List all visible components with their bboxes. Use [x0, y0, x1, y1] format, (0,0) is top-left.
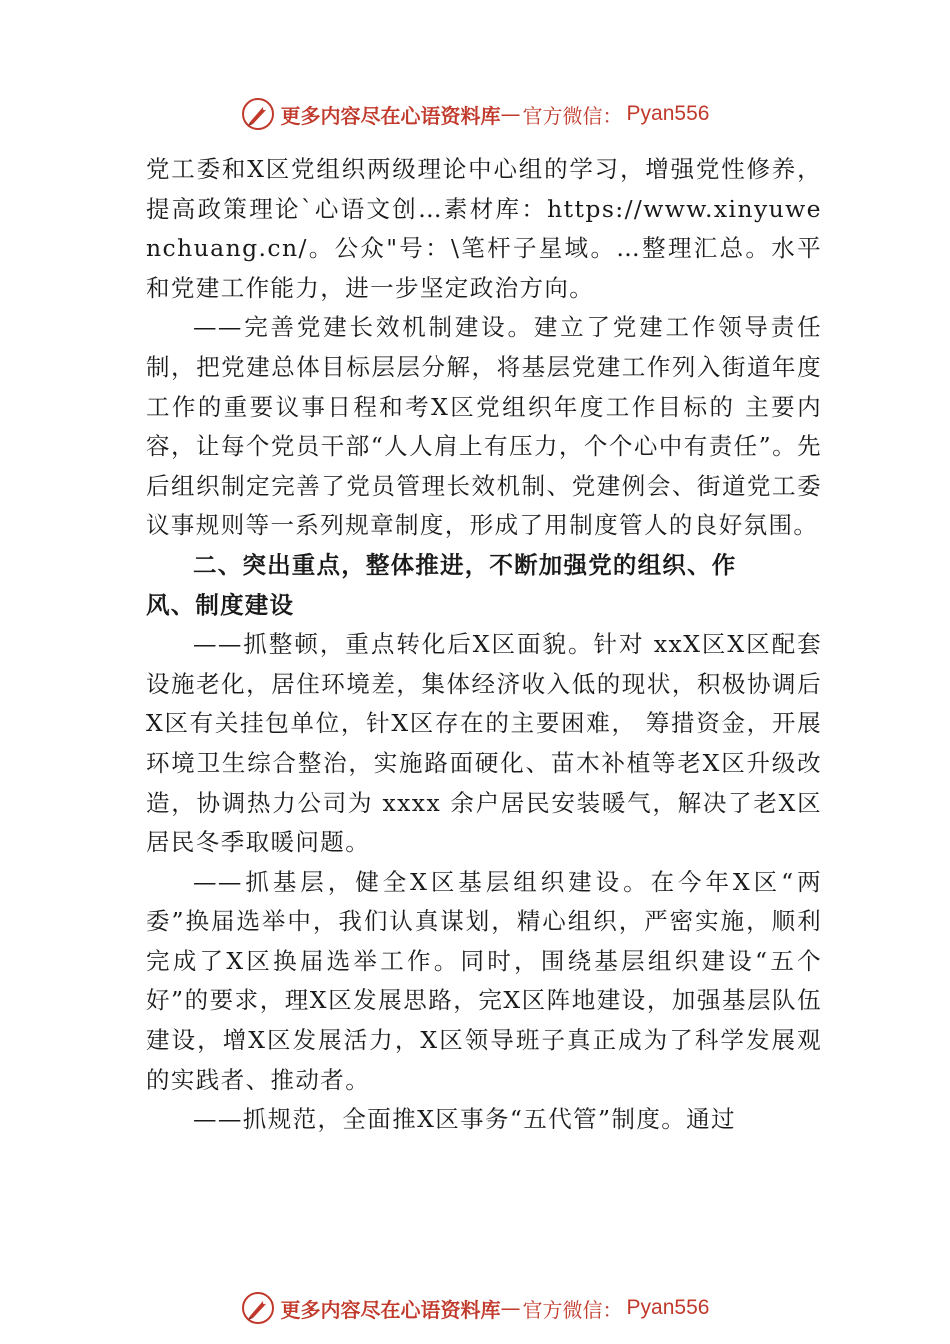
banner-separator: —	[500, 1296, 521, 1320]
banner-slogan: 更多内容尽在心语资料库	[280, 103, 501, 128]
banner-wechat-label: 官方微信：	[522, 103, 623, 128]
paragraph-grassroots: ——抓基层，健全X区基层组织建设。在今年X区“两委”换届选举中，我们认真谋划，精心组织，严密实施，顺利完成了X区换届选举工作。同时，围绕基层组织建设“五个好”的要求，理X区发展思路，完X区阵地建设，加强基层队伍建设，增X区发展活力，X区领导班子真正成为了科学发展观的实践者、推动者。	[146, 867, 822, 1094]
banner-wechat-label: 官方微信：	[522, 1297, 623, 1322]
section-heading-2: 二、突出重点，整体推进，不断加强党的组织、作风、制度建设	[146, 550, 737, 619]
pen-nib-logo-icon	[241, 97, 275, 131]
paragraph-continued: 党工委和X区党组织两级理论中心组的学习，增强党性修养，提高政策理论`心语文创…素材库：https://www.xinyuwenchuang.cn/。公众"号：\笔杆子星域。…整理汇总。水平和党建工作能力，进一步坚定政治方向。	[146, 155, 822, 302]
banner-wechat-id: Pyan556	[626, 1296, 710, 1319]
footer-watermark-banner	[0, 1286, 950, 1330]
pen-nib-logo-icon	[241, 1291, 275, 1325]
paragraph-rectification: ——抓整顿，重点转化后X区面貌。针对 xxX区X区配套设施老化，居住环境差，集体经济收入低的现状，积极协调后X区有关挂包单位，针X区存在的主要困难， 筹措资金，开展环境卫生综合整治，实施路面硬化、苗木补植等老X区升级改造，协调热力公司为 xxxx 余户居民安装暖气，解决了老X区居民冬季取暖问题。	[146, 630, 822, 857]
banner-wechat-id: Pyan556	[626, 102, 710, 125]
banner-slogan: 更多内容尽在心语资料库	[280, 1297, 501, 1322]
paragraph-standardization: ——抓规范，全面推X区事务“五代管”制度。通过	[193, 1105, 736, 1134]
banner-separator: —	[500, 102, 521, 126]
paragraph-mechanism: ——完善党建长效机制建设。建立了党建工作领导责任制，把党建总体目标层层分解，将基层党建工作列入街道年度工作的重要议事日程和考X区党组织年度工作目标的 主要内容，让每个党员干部“人人肩上有压力，个个心中有责任”。先后组织制定完善了党员管理长效机制、党建例会、街道党工委议事规则等一系列规章制度，形成了用制度管人的良好氛围。	[146, 313, 822, 540]
header-watermark-banner	[0, 92, 950, 136]
document-body	[146, 150, 822, 1140]
